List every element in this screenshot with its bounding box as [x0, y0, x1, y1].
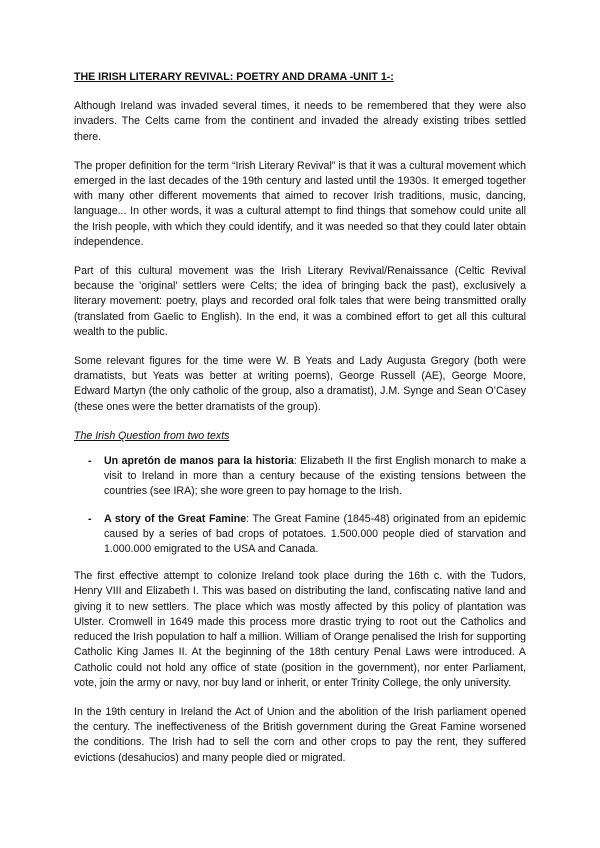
paragraph-colonization: The first effective attempt to colonize Ireland took place during the 16th c. with the Tudors, Henry VIII and Elizabeth I. This was based on distributing the land, confiscating native land and giving it to new settlers. The place which was mostly affected by this policy of plantation was Ulster. Cromwell in 1649 made this process more drastic trying to root out the Catholics and reduced the Irish population to half a million. William of Orange penalised the Irish for supporting Catholic King James II. At the beginning of the 18th century Penal Laws were introduced. A Catholic could not hold any office of state (position in the government), nor enter Parliament, vote, join the army or navy, nor buy land or inherit, or enter Trinity College, the only university. — [74, 570, 526, 689]
paragraph-cultural-movement: Part of this cultural movement was the Irish Literary Revival/Renaissance (Celtic Revival because the 'original' settlers were Celts; the idea of bringing back the past), exclusively a literary movement: poetry, plays and recorded oral folk tales that were being transmitted orally (translated from Gaelic to English). In the end, it was a combined effort to get all this cultural wealth to the public. — [74, 265, 526, 338]
dash-bullet: - — [88, 455, 92, 468]
document-title: THE IRISH LITERARY REVIVAL: POETRY AND DRAMA -UNIT 1-: — [74, 71, 394, 83]
paragraph-19th-century: In the 19th century in Ireland the Act of Union and the abolition of the Irish parliament opened the century. The ineffectiveness of the British government during the Great Famine worsened the conditions. The Irish had to sell the corn and other crops to pay the rent, they suffered evictions (desahucios) and many people died or migrated. — [74, 705, 526, 764]
list-item — [74, 454, 526, 500]
dash-bullet: - — [88, 512, 92, 525]
section-subheading: The Irish Question from two texts — [74, 429, 230, 442]
paragraph-relevant-figures: Some relevant figures for the time were W. B Yeats and Lady Augusta Gregory (both were dramatists, but Yeats was better at writing poems), George Russell (AE), George Moore, Edward Martyn (the only catholic of the group, also a dramatist), J.M. Synge and Sean O’Casey (these ones were the better dramatists of the group). — [74, 355, 526, 413]
bullet-text: : The Great Famine (1845-48) originated from an epidemic caused by a series of bad crops of potatoes. 1.500.000 people died of starvation and 1.000.000 emigrated to the USA and Canada. — [104, 512, 527, 556]
paragraph-invaders: Although Ireland was invaded several times, it needs to be remembered that they were also invaders. The Celts came from the continent and invaded the already existing tribes settled there. — [74, 100, 526, 143]
list-item — [74, 512, 526, 558]
bullet-title: Un apretón de manos para la historia — [104, 455, 294, 468]
paragraph-definition: The proper definition for the term “Irish Literary Revival” is that it was a cultural movement which emerged in the last decades of the 19th century and lasted until the 1930s. It emerged together with many other different movements that aimed to recover Irish traditions, music, dancing, language... In other words, it was a cultural attempt to find things that somehow could unite all the Irish people, with which they could identify, and it was needed so that they could later obtain independence. — [74, 159, 526, 248]
bullet-text: : Elizabeth II the first English monarch to make a visit to Ireland in more than a century because of the existing tensions between the countries (see IRA); she wore green to pay homage to the Irish. — [104, 455, 526, 498]
document-page — [74, 70, 526, 780]
texts-list — [74, 454, 526, 557]
bullet-title: A story of the Great Famine — [104, 512, 247, 525]
